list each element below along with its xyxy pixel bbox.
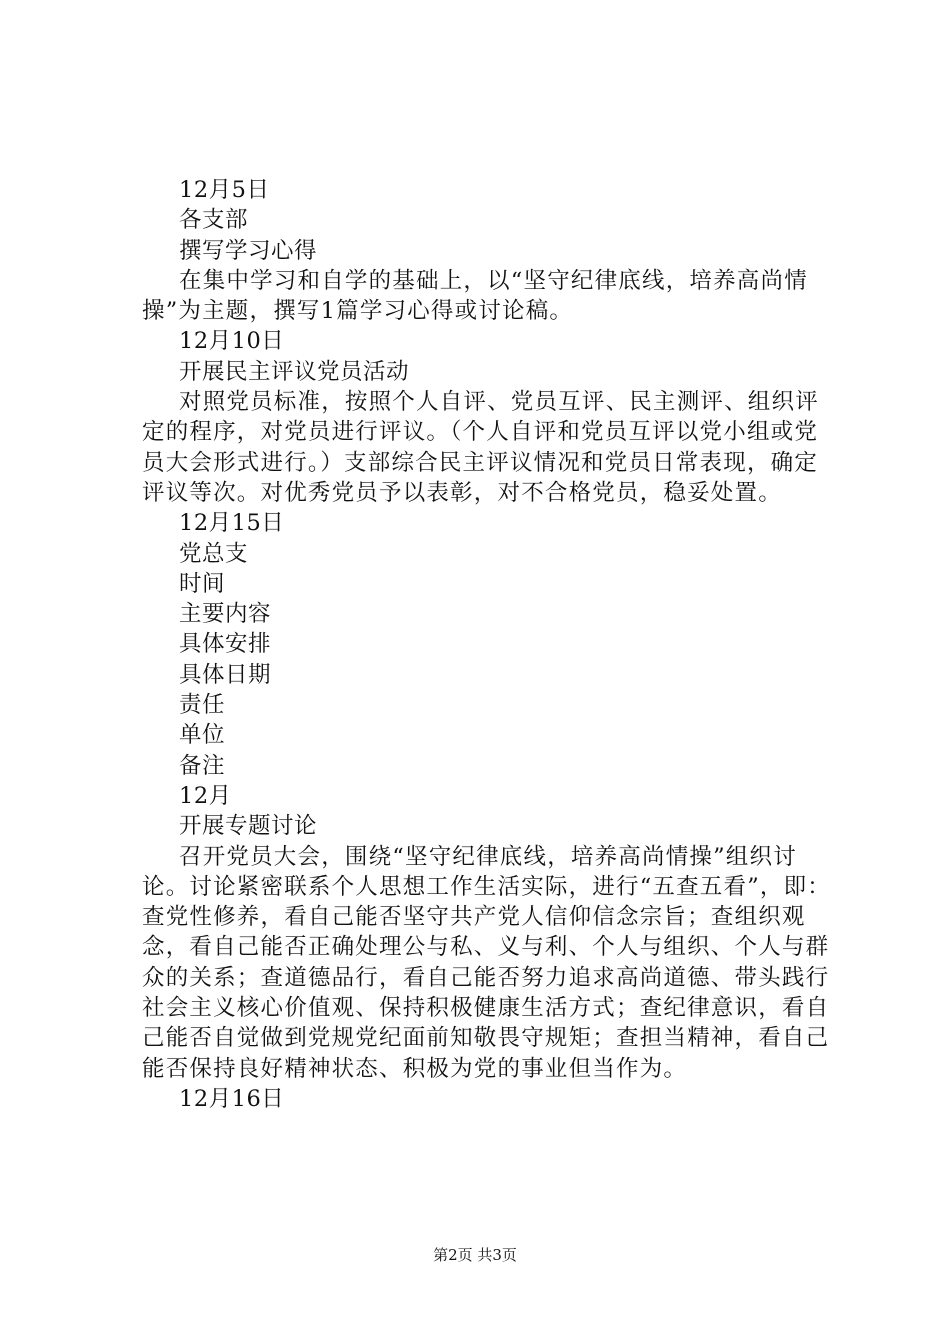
page-footer	[0, 1244, 950, 1266]
text-paragraph: 对照党员标准，按照个人自评、党员互评、民主测评、组织评定的程序，对党员进行评议。（个人自评和党员互评以党小组或党员大会形式进行。）支部综合民主评议情况和党员日常表现，确定评议等次。对优秀党员予以表彰，对不合格党员，稳妥处置。	[142, 389, 819, 506]
text-paragraph: 召开党员大会，围绕“坚守纪律底线，培养高尚情操”组织讨论。讨论紧密联系个人思想工作生活实际，进行“五查五看”，即：查党性修养，看自己能否坚守共产党人信仰信念宗旨；查组织观念，看自己能否正确处理公与私、义与利、个人与组织、个人与群众的关系；查道德品行，看自己能否努力追求高尚道德、带头践行社会主义核心价值观、保持积极健康生活方式；查纪律意识，看自己能否自觉做到党规党纪面前知敬畏守规矩；查担当精神，看自己能否保持良好精神状态、积极为党的事业但当作为。	[142, 843, 832, 1082]
text-line: 开展专题讨论	[179, 813, 318, 840]
text-line: 时间	[179, 570, 226, 597]
text-line: 主要内容	[179, 601, 272, 628]
text-line: 党总支	[179, 540, 249, 567]
text-line: 撰写学习心得	[179, 237, 318, 264]
text-line: 备注	[179, 752, 226, 779]
text-line: 各支部	[179, 207, 249, 234]
text-line: 具体安排	[179, 631, 272, 658]
text-line: 单位	[179, 722, 226, 749]
text-line: 责任	[179, 692, 226, 719]
text-line: 12月15日	[179, 510, 285, 537]
text-line: 12月10日	[179, 328, 285, 355]
text-line: 12月5日	[179, 177, 270, 203]
text-line: 开展民主评议党员活动	[179, 358, 410, 385]
page-number-label: 第2页 共3页	[433, 1246, 517, 1264]
text-line: 具体日期	[179, 661, 272, 688]
text-line: 12月16日	[179, 1085, 285, 1112]
text-paragraph: 在集中学习和自学的基础上，以“坚守纪律底线，培养高尚情操”为主题，撰写1篇学习心得或讨论稿。	[142, 267, 808, 325]
text-line: 12月	[179, 782, 232, 809]
document-body	[142, 175, 834, 1114]
